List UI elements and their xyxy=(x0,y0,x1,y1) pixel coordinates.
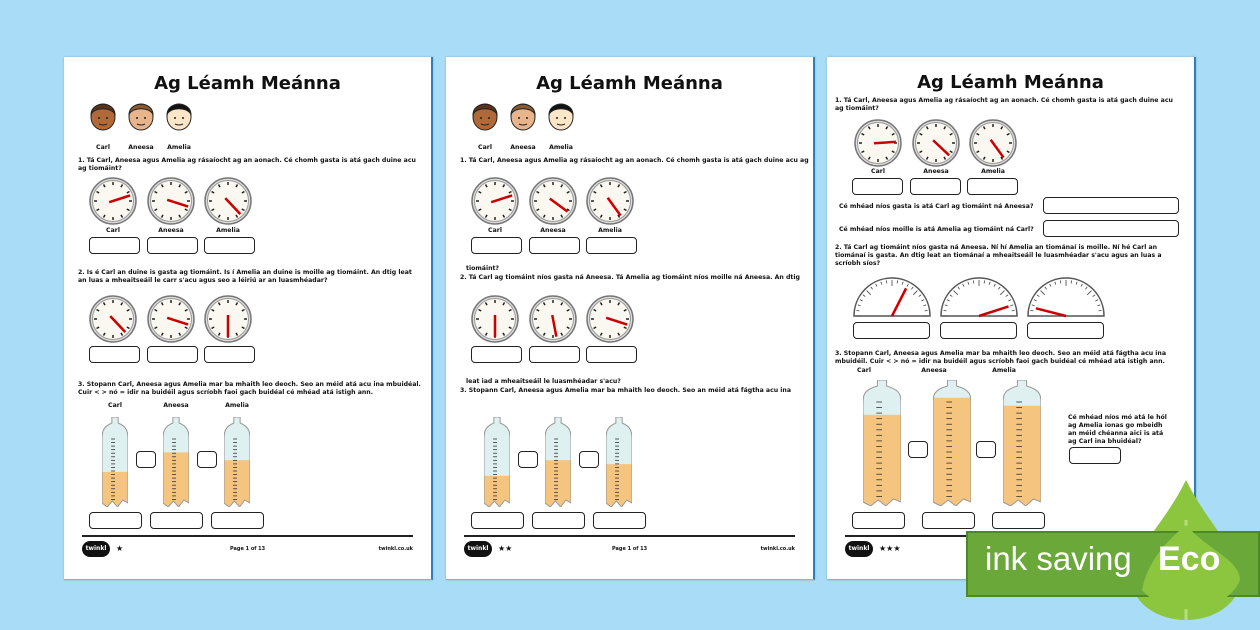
clock-icon xyxy=(529,295,577,343)
clock-icon xyxy=(471,295,519,343)
twinkl-logo: twinkl xyxy=(845,541,873,557)
answer-box[interactable] xyxy=(1043,220,1179,237)
comparison-box[interactable] xyxy=(908,441,928,458)
child-avatar-icon xyxy=(546,98,576,132)
speedometer-icon xyxy=(853,277,931,318)
answer-box[interactable] xyxy=(147,237,198,254)
question-text: an méid chéanna aici is atá xyxy=(1068,430,1164,437)
clock-label: Amelia xyxy=(216,227,240,234)
question-text: ag Carl ina bhuidéal? xyxy=(1068,438,1142,445)
answer-box[interactable] xyxy=(147,346,198,363)
answer-box[interactable] xyxy=(150,512,203,529)
eco-label: Eco xyxy=(1158,540,1221,578)
bottle-icon xyxy=(484,417,510,507)
child-name: Aneesa xyxy=(510,144,536,151)
comparison-box[interactable] xyxy=(976,441,996,458)
bottle-icon xyxy=(545,417,571,507)
bottle-icon xyxy=(933,380,971,506)
answer-box[interactable] xyxy=(940,322,1017,339)
page-number: Page 1 of 13 xyxy=(230,546,266,552)
clock-icon xyxy=(471,177,519,225)
bottle-label: Aneesa xyxy=(163,402,189,409)
answer-box[interactable] xyxy=(992,512,1045,529)
question-text: 1. Tá Carl, Aneesa agus Amelia ag rásaíocht ag an aonach. Cé chomh gasta is atá gach duine acu xyxy=(835,97,1173,104)
difficulty-stars: ★★ xyxy=(498,544,513,553)
answer-box[interactable] xyxy=(471,237,522,254)
answer-box[interactable] xyxy=(1027,322,1104,339)
bottle-label: Aneesa xyxy=(921,367,947,374)
question-text: Cé mhéad níos mó atá le hól xyxy=(1068,414,1167,421)
question-text: Cé mhéad níos gasta is atá Carl ag tiomáint ná Aneesa? xyxy=(839,203,1034,210)
clock-label: Amelia xyxy=(981,168,1005,175)
bottle-icon xyxy=(1003,380,1041,506)
clock-label: Amelia xyxy=(598,227,622,234)
question-text: 1. Tá Carl, Aneesa agus Amelia ag rásaíocht ag an aonach. Cé chomh gasta is atá gach duine acu xyxy=(78,157,416,164)
bottle-label: Amelia xyxy=(992,367,1016,374)
answer-box[interactable] xyxy=(471,346,522,363)
answer-box[interactable] xyxy=(852,178,903,195)
question-text: an luas a mheaitseáil le carr s'acu agus seo a léiriú ar an luasmhéadar? xyxy=(78,277,328,284)
child-avatar-icon xyxy=(126,98,156,132)
clock-label: Carl xyxy=(488,227,502,234)
twinkl-logo: twinkl xyxy=(464,541,492,557)
answer-box[interactable] xyxy=(89,237,140,254)
bottle-icon xyxy=(102,417,128,507)
clock-label: Carl xyxy=(106,227,120,234)
comparison-box[interactable] xyxy=(579,451,599,468)
question-text: 3. Stopann Carl, Aneesa agus Amelia mar ba mhaith leo deoch. Seo an méid atá acu ina mbuidéal. xyxy=(78,381,421,388)
clock-icon xyxy=(969,119,1017,167)
clock-icon xyxy=(147,177,195,225)
clock-icon xyxy=(89,295,137,343)
clock-icon xyxy=(586,295,634,343)
answer-box[interactable] xyxy=(204,237,255,254)
comparison-box[interactable] xyxy=(136,451,156,468)
clock-icon xyxy=(586,177,634,225)
child-avatar-icon xyxy=(508,98,538,132)
answer-box[interactable] xyxy=(529,346,580,363)
bottle-icon xyxy=(224,417,250,507)
question-text: scríobh síos? xyxy=(835,260,881,267)
difficulty-stars: ★★★ xyxy=(879,544,901,553)
ink-saving-label: ink saving xyxy=(985,540,1132,577)
question-text: ag Amelia ionas go mbeidh xyxy=(1068,422,1163,429)
clock-icon xyxy=(147,295,195,343)
answer-box[interactable] xyxy=(967,178,1018,195)
question-text: ag tiomáint? xyxy=(78,165,122,172)
answer-box[interactable] xyxy=(89,512,142,529)
question-text: tiomáint? xyxy=(466,265,500,272)
answer-box[interactable] xyxy=(89,346,140,363)
answer-box[interactable] xyxy=(1069,447,1121,464)
question-text: mbuidéil. Cuir < > nó = idir na buidéil agus scríobh faoi gach buidéal cé mhéad atá istigh ann. xyxy=(835,358,1165,365)
bottle-icon xyxy=(163,417,189,507)
answer-box[interactable] xyxy=(204,346,255,363)
child-name: Amelia xyxy=(167,144,191,151)
clock-label: Aneesa xyxy=(540,227,566,234)
question-text: leat iad a mheaitseáil le luasmhéadar s'acu? xyxy=(466,378,621,385)
bottle-label: Amelia xyxy=(225,402,249,409)
worksheet-title: Ag Léamh Meánna xyxy=(154,73,341,94)
child-name: Carl xyxy=(478,144,492,151)
answer-box[interactable] xyxy=(593,512,646,529)
clock-icon xyxy=(89,177,137,225)
question-text: 3. Stopann Carl, Aneesa agus Amelia mar ba mhaith leo deoch. Seo an méid atá fágtha acu ina xyxy=(835,350,1167,357)
clock-label: Aneesa xyxy=(923,168,949,175)
clock-icon xyxy=(204,295,252,343)
site-url: twinkl.co.uk xyxy=(760,546,795,552)
question-text: ag tiomáint? xyxy=(835,105,879,112)
worksheet-title: Ag Léamh Meánna xyxy=(536,73,723,94)
worksheet-title: Ag Léamh Meánna xyxy=(917,72,1104,93)
answer-box[interactable] xyxy=(853,322,930,339)
child-avatar-icon xyxy=(164,98,194,132)
child-name: Carl xyxy=(96,144,110,151)
answer-box[interactable] xyxy=(1043,197,1179,214)
question-text: tiománaí is gasta. An dtig leat an tiománaí a mheaitseáil le luasmhéadar s'acu agus an luas a xyxy=(835,252,1162,259)
answer-box[interactable] xyxy=(922,512,975,529)
bottle-label: Carl xyxy=(857,367,871,374)
answer-box[interactable] xyxy=(852,512,905,529)
answer-box[interactable] xyxy=(211,512,264,529)
twinkl-logo: twinkl xyxy=(82,541,110,557)
clock-label: Carl xyxy=(871,168,885,175)
comparison-box[interactable] xyxy=(197,451,217,468)
clock-icon xyxy=(529,177,577,225)
child-avatar-icon xyxy=(88,98,118,132)
question-text: Cuir < > nó = idir na buidéil agus scríobh faoi gach buidéal cé mhéad atá istigh ann. xyxy=(78,389,374,396)
question-text: Cé mhéad níos moille is atá Amelia ag tiomáint ná Carl? xyxy=(839,226,1034,233)
answer-box[interactable] xyxy=(910,178,961,195)
clock-icon xyxy=(912,119,960,167)
question-text: 2. Is é Carl an duine is gasta ag tiomáint. Is í Amelia an duine is moille ag tiomáint. An dtig leat xyxy=(78,269,412,276)
question-text: 2. Tá Carl ag tiomáint níos gasta ná Aneesa. Ní hí Amelia an tiománaí is moille. Ní hé Carl an xyxy=(835,244,1158,251)
child-name: Amelia xyxy=(549,144,573,151)
difficulty-stars: ★ xyxy=(116,544,124,553)
bottle-label: Carl xyxy=(108,402,122,409)
speedometer-icon xyxy=(1027,277,1105,318)
answer-box[interactable] xyxy=(586,237,637,254)
answer-box[interactable] xyxy=(471,512,524,529)
bottle-icon xyxy=(863,380,901,506)
footer-divider xyxy=(82,535,413,537)
bottle-icon xyxy=(606,417,632,507)
question-text: 3. Stopann Carl, Aneesa agus Amelia mar ba mhaith leo deoch. Seo an méid atá fágtha acu ina xyxy=(460,387,792,394)
footer-divider xyxy=(464,535,795,537)
question-text: 2. Tá Carl ag tiomáint níos gasta ná Aneesa. Tá Amelia ag tiomáint níos moille ná Aneesa. An dtig xyxy=(460,274,800,281)
child-name: Aneesa xyxy=(128,144,154,151)
clock-icon xyxy=(204,177,252,225)
worksheet-page-2[interactable] xyxy=(446,57,815,580)
answer-box[interactable] xyxy=(586,346,637,363)
clock-label: Aneesa xyxy=(158,227,184,234)
page-number: Page 1 of 13 xyxy=(612,546,648,552)
site-url: twinkl.co.uk xyxy=(378,546,413,552)
child-avatar-icon xyxy=(470,98,500,132)
worksheet-page-1[interactable] xyxy=(64,57,433,580)
answer-box[interactable] xyxy=(532,512,585,529)
answer-box[interactable] xyxy=(529,237,580,254)
clock-icon xyxy=(854,119,902,167)
comparison-box[interactable] xyxy=(518,451,538,468)
speedometer-icon xyxy=(940,277,1018,318)
question-text: 1. Tá Carl, Aneesa agus Amelia ag rásaíocht ag an aonach. Cé chomh gasta is atá gach duine acu ag xyxy=(460,157,809,164)
